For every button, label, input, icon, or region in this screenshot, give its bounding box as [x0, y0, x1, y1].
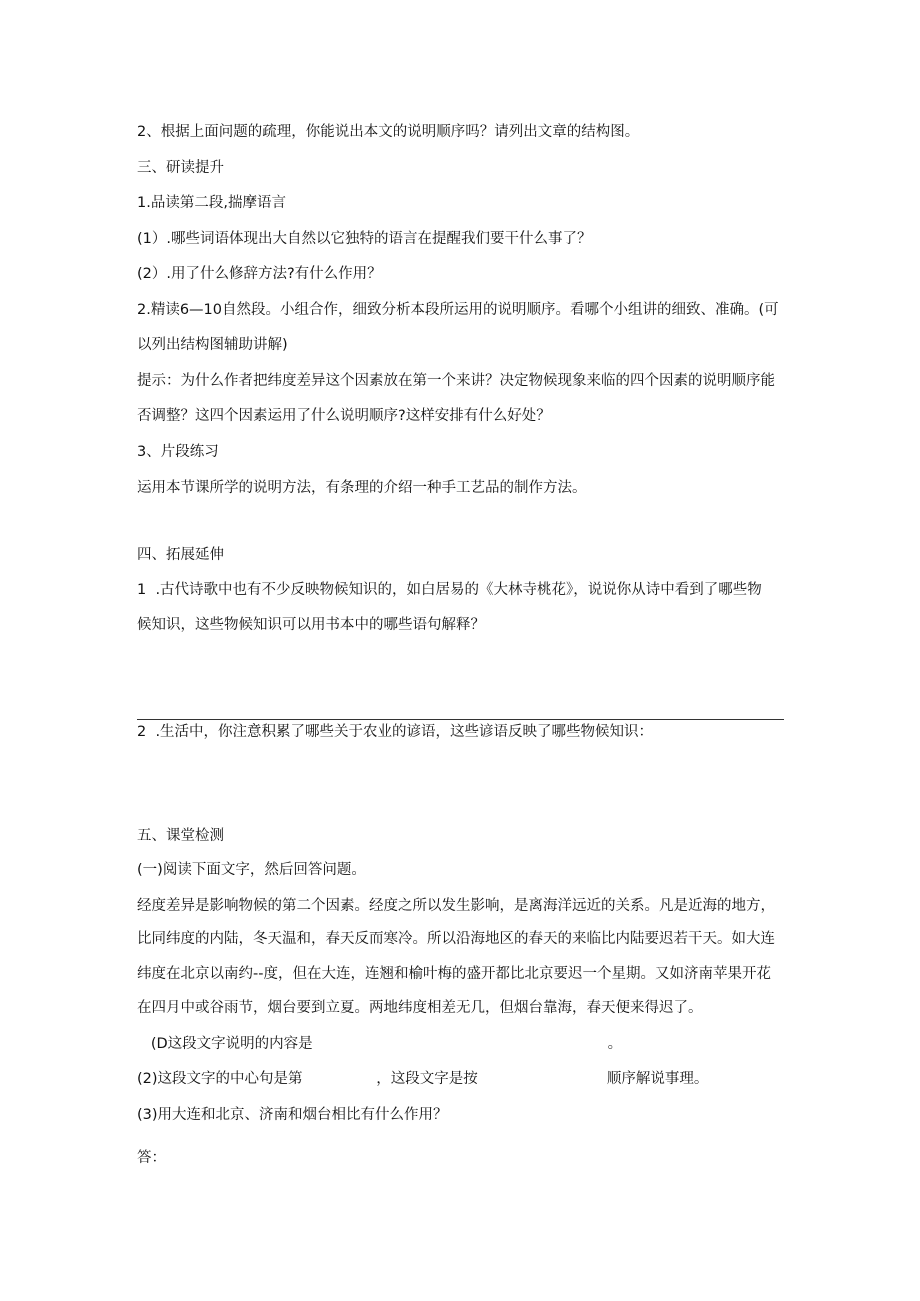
item-2-line-1: 2.精读6—10自然段。小组合作，细致分析本段所运用的说明顺序。看哪个小组讲的细致、准确。(可 — [137, 302, 779, 318]
passage-line-1: 经度差异是影响物候的第二个因素。经度之所以发生影响，是离海洋远近的关系。凡是近海的地方， — [137, 898, 775, 914]
extension-2: 2 .生活中，你注意积累了哪些关于农业的谚语，这些谚语反映了哪些物候知识： — [137, 724, 654, 740]
passage-line-4: 在四月中或谷雨节，烟台要到立夏。两地纬度相差无几，但烟台靠海，春天便来得迟了。 — [137, 1000, 703, 1016]
reading-instruction: (一)阅读下面文字，然后回答问题。 — [137, 862, 366, 878]
extension-1-line-1: 1 .古代诗歌中也有不少反映物候知识的，如白居易的《大林寺桃花》，说说你从诗中看到了哪些物 — [137, 582, 762, 598]
answer-divider-line — [137, 719, 784, 720]
section-5-heading: 五、课堂检测 — [137, 828, 224, 844]
item-1-heading: 1.品读第二段,揣摩语言 — [137, 195, 286, 211]
sub-question-2: (2）.用了什么修辞方法?有什么作用？ — [137, 266, 382, 282]
extension-1-line-2: 候知识，这些物候知识可以用书本中的哪些语句解释？ — [137, 617, 485, 633]
item-3-heading: 3、片段练习 — [137, 444, 219, 460]
item-2-line-2: 以列出结构图辅助讲解) — [137, 337, 288, 353]
section-3-heading: 三、研读提升 — [137, 160, 224, 176]
question-3: (3)用大连和北京、济南和烟台相比有什么作用？ — [137, 1107, 448, 1123]
section-4-heading: 四、拓展延伸 — [137, 547, 224, 563]
hint-line-2: 否调整？这四个因素运用了什么说明顺序?这样安排有什么好处？ — [137, 408, 551, 424]
question-2-blank: (2)这段文字的中心句是第 ，这段文字是按 顺序解说事理。 — [137, 1071, 709, 1087]
question-1-blank: (D这段文字说明的内容是 。 — [137, 1036, 623, 1052]
sub-question-1: (1）.哪些词语体现出大自然以它独特的语言在提醒我们要干什么事了？ — [137, 231, 592, 247]
question-2-structure: 2、根据上面问题的疏理，你能说出本文的说明顺序吗？请列出文章的结构图。 — [137, 124, 640, 140]
passage-line-3: 纬度在北京以南约--度，但在大连，连翘和榆叶梅的盛开都比北京要迟一个星期。又如济南苹果开花 — [137, 966, 771, 982]
hint-line-1: 提示：为什么作者把纬度差异这个因素放在第一个来讲？决定物候现象来临的四个因素的说明顺序能 — [137, 373, 775, 389]
answer-label: 答： — [137, 1150, 166, 1166]
passage-line-2: 比同纬度的内陆，冬天温和，春天反而寒冷。所以沿海地区的春天的来临比内陆要迟若干天。如大连 — [137, 931, 775, 947]
item-3-task: 运用本节课所学的说明方法，有条理的介绍一种手工艺品的制作方法。 — [137, 480, 587, 496]
